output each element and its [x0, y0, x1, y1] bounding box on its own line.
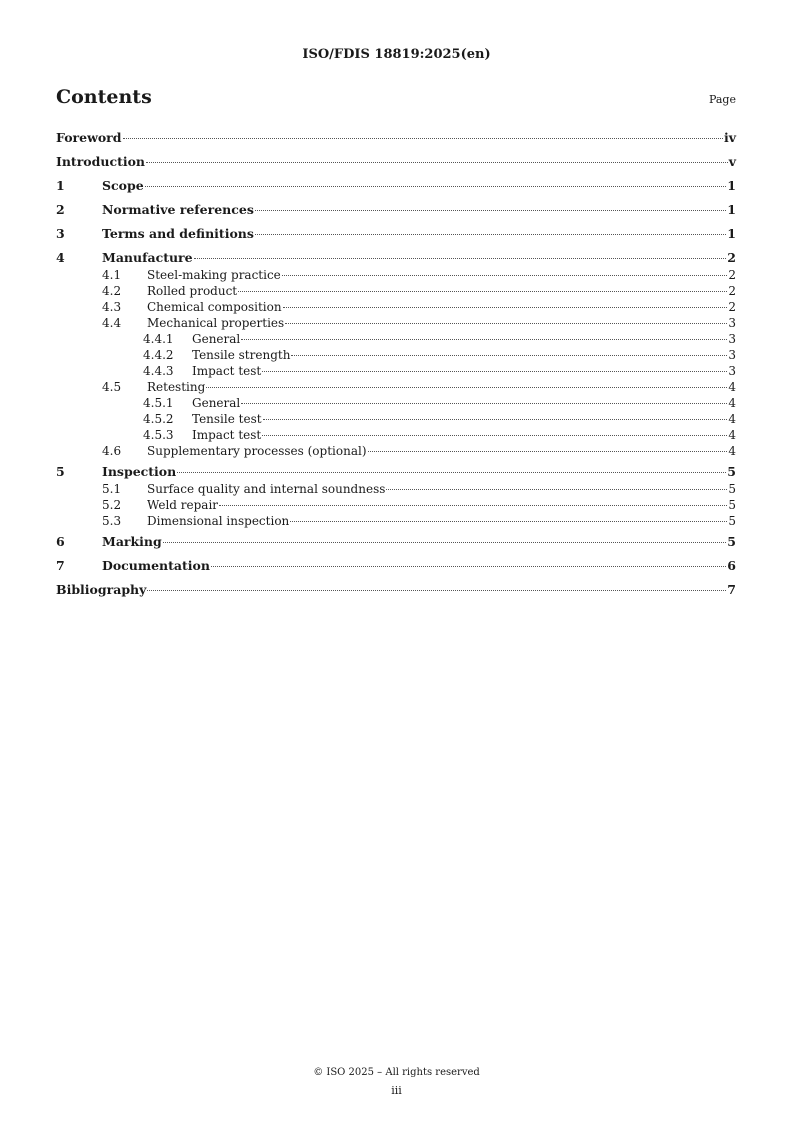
toc-entry-title: Surface quality and internal soundness: [147, 482, 386, 496]
dot-leader: [263, 419, 728, 420]
toc-entry-title: Tensile strength: [192, 348, 291, 362]
toc-entry-title: Bibliography: [56, 582, 147, 597]
toc-entry-title: Steel-making practice: [147, 268, 281, 282]
toc-entry-mechanical-general[interactable]: [56, 332, 736, 348]
dot-leader: [147, 590, 726, 591]
toc-entry-dimensional-inspection[interactable]: [56, 514, 736, 530]
toc-entry-number: 4.4.3: [143, 364, 174, 378]
toc-entry-title: Mechanical properties: [147, 316, 285, 330]
dot-leader: [206, 387, 727, 388]
toc-entry-foreword[interactable]: [56, 130, 736, 154]
toc-entry-title: General: [192, 396, 241, 410]
dot-leader: [282, 275, 728, 276]
table-of-contents: [56, 130, 736, 606]
toc-entry-page: 4: [728, 444, 736, 458]
toc-entry-number: 4.4.2: [143, 348, 174, 362]
toc-entry-scope[interactable]: [56, 178, 736, 202]
toc-entry-number: 5: [56, 464, 65, 479]
toc-entry-inspection[interactable]: [56, 464, 736, 482]
dot-leader: [241, 403, 727, 404]
dot-leader: [146, 162, 728, 163]
toc-entry-title: Supplementary processes (optional): [147, 444, 367, 458]
toc-entry-title: Impact test: [192, 428, 262, 442]
dot-leader: [255, 234, 726, 235]
dot-leader: [255, 210, 726, 211]
toc-entry-page: 3: [728, 348, 736, 362]
toc-entry-surface-quality[interactable]: [56, 482, 736, 498]
dot-leader: [238, 291, 727, 292]
toc-entry-title: Impact test: [192, 364, 262, 378]
toc-entry-retesting[interactable]: [56, 380, 736, 396]
toc-entry-number: 2: [56, 202, 65, 217]
toc-entry-number: 4.1: [102, 268, 122, 282]
toc-entry-number: 4.5.2: [143, 412, 174, 426]
dot-leader: [123, 138, 723, 139]
toc-entry-bibliography[interactable]: [56, 582, 736, 606]
toc-entry-page: 2: [727, 250, 736, 265]
toc-entry-page: v: [728, 154, 736, 169]
toc-entry-page: 3: [728, 364, 736, 378]
toc-entry-title: Retesting: [147, 380, 206, 394]
toc-entry-manufacture[interactable]: [56, 250, 736, 268]
toc-entry-chemical-composition[interactable]: [56, 300, 736, 316]
toc-entry-number: 4.6: [102, 444, 122, 458]
dot-leader: [163, 542, 727, 543]
toc-entry-title: Dimensional inspection: [147, 514, 290, 528]
toc-entry-title: Marking: [102, 534, 162, 549]
toc-entry-page: 6: [727, 558, 736, 573]
toc-entry-impact-test[interactable]: [56, 364, 736, 380]
dot-leader: [211, 566, 726, 567]
dot-leader: [386, 489, 727, 490]
toc-entry-steel-making-practice[interactable]: [56, 268, 736, 284]
toc-entry-title: Chemical composition: [147, 300, 282, 314]
toc-entry-page: 1: [727, 202, 736, 217]
toc-entry-title: Normative references: [102, 202, 254, 217]
toc-entry-title: Tensile test: [192, 412, 262, 426]
dot-leader: [219, 505, 727, 506]
toc-entry-rolled-product[interactable]: [56, 284, 736, 300]
toc-entry-title: General: [192, 332, 241, 346]
page-number: iii: [391, 1084, 402, 1097]
toc-entry-number: 5.3: [102, 514, 122, 528]
toc-entry-page: 7: [727, 582, 736, 597]
toc-entry-supplementary-processes[interactable]: [56, 444, 736, 460]
dot-leader: [262, 435, 727, 436]
page-column-label: Page: [708, 93, 736, 106]
dot-leader: [285, 323, 727, 324]
toc-entry-title: Scope: [102, 178, 144, 193]
toc-entry-title: Manufacture: [102, 250, 193, 265]
toc-entry-title: Inspection: [102, 464, 177, 479]
document-identifier: ISO/FDIS 18819:2025(en): [302, 47, 491, 62]
toc-entry-number: 4.5.1: [143, 396, 174, 410]
toc-entry-number: 6: [56, 534, 65, 549]
toc-entry-title: Rolled product: [147, 284, 238, 298]
toc-entry-page: 4: [728, 396, 736, 410]
toc-entry-number: 4.4.1: [143, 332, 174, 346]
dot-leader: [241, 339, 727, 340]
toc-entry-page: 5: [728, 482, 736, 496]
dot-leader: [194, 258, 727, 259]
dot-leader: [290, 521, 727, 522]
toc-entry-page: 5: [728, 514, 736, 528]
toc-entry-introduction[interactable]: [56, 154, 736, 178]
toc-entry-page: 4: [728, 428, 736, 442]
toc-entry-retesting-general[interactable]: [56, 396, 736, 412]
toc-entry-number: 4.3: [102, 300, 122, 314]
toc-entry-number: 5.2: [102, 498, 122, 512]
copyright-notice: © ISO 2025 – All rights reserved: [313, 1067, 480, 1078]
toc-entry-title: Terms and definitions: [102, 226, 254, 241]
dot-leader: [145, 186, 727, 187]
toc-entry-page: 4: [728, 380, 736, 394]
toc-entry-page: 5: [727, 464, 736, 479]
toc-entry-page: 2: [728, 300, 736, 314]
toc-entry-marking[interactable]: [56, 534, 736, 558]
toc-entry-page: 3: [728, 332, 736, 346]
toc-entry-page: 5: [728, 498, 736, 512]
toc-entry-page: 5: [727, 534, 736, 549]
toc-entry-mechanical-properties[interactable]: [56, 316, 736, 332]
dot-leader: [291, 355, 727, 356]
toc-entry-number: 3: [56, 226, 65, 241]
toc-entry-page: 2: [728, 284, 736, 298]
toc-entry-title: Documentation: [102, 558, 210, 573]
toc-entry-tensile-test[interactable]: [56, 412, 736, 428]
toc-entry-number: 4.5: [102, 380, 122, 394]
toc-entry-retesting-impact-test[interactable]: [56, 428, 736, 444]
page-title: Contents: [56, 86, 152, 108]
toc-entry-number: 4: [56, 250, 65, 265]
toc-entry-number: 4.4: [102, 316, 122, 330]
toc-entry-tensile-strength[interactable]: [56, 348, 736, 364]
toc-entry-title: Weld repair: [147, 498, 219, 512]
toc-entry-number: 1: [56, 178, 65, 193]
toc-entry-number: 5.1: [102, 482, 122, 496]
toc-entry-documentation[interactable]: [56, 558, 736, 582]
toc-entry-page: iv: [723, 130, 736, 145]
toc-entry-number: 7: [56, 558, 65, 573]
toc-entry-normative-references[interactable]: [56, 202, 736, 226]
toc-entry-page: 1: [727, 226, 736, 241]
toc-entry-page: 2: [728, 268, 736, 282]
toc-entry-title: Introduction: [56, 154, 146, 169]
toc-entry-page: 4: [728, 412, 736, 426]
toc-entry-terms-and-definitions[interactable]: [56, 226, 736, 250]
toc-entry-number: 4.2: [102, 284, 122, 298]
toc-entry-page: 3: [728, 316, 736, 330]
dot-leader: [177, 472, 726, 473]
toc-entry-page: 1: [727, 178, 736, 193]
dot-leader: [283, 307, 728, 308]
toc-entry-weld-repair[interactable]: [56, 498, 736, 514]
dot-leader: [368, 451, 728, 452]
dot-leader: [262, 371, 727, 372]
toc-entry-title: Foreword: [56, 130, 122, 145]
toc-entry-number: 4.5.3: [143, 428, 174, 442]
